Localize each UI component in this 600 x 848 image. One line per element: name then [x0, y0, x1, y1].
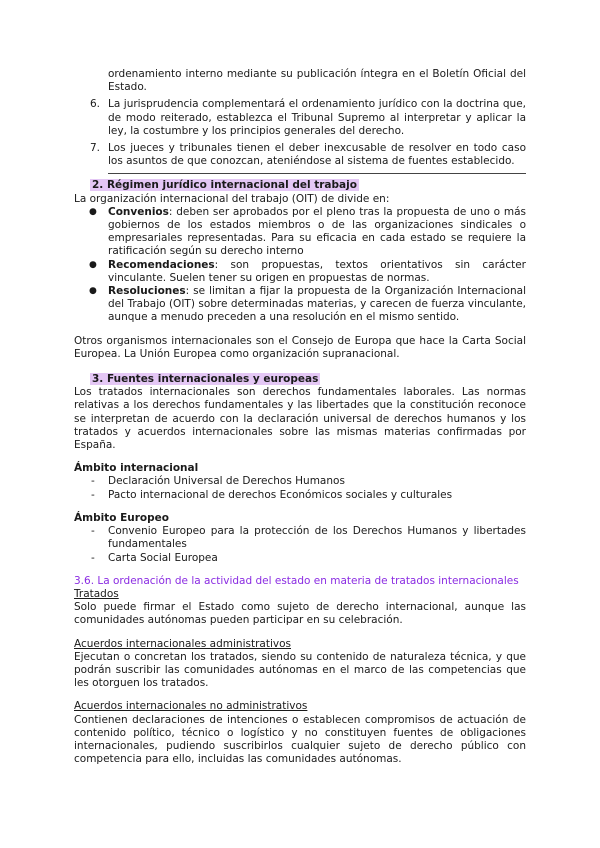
item-text: Pacto internacional de derechos Económicos sociales y culturales	[108, 488, 453, 501]
bullet-term: Recomendaciones	[108, 258, 215, 271]
oit-bullet-list	[74, 206, 526, 325]
bullet-term: Resoluciones	[108, 285, 186, 298]
block-heading: Acuerdos internacionales administrativos	[74, 637, 291, 650]
item-text: La jurisprudencia complementará el ordenamiento jurídico con la doctrina que, de modo reiterado, establezca el Tribunal Supremo al interpretar y aplicar la ley, la costumbre y los principios generales del derecho.	[108, 98, 526, 137]
bullet-icon: ●	[89, 259, 97, 270]
block-text: Contienen declaraciones de intenciones o establecen compromisos de actuación de contenido político, técnico o logístico y no constituyen fuentes de obligaciones internacionales, pudiendo suscribirlos cualquier sujeto de derecho público con competencia para ello, incluidas las comunidades autónomas.	[74, 713, 526, 766]
item-text: Convenio Europeo para la protección de los Derechos Humanos y libertades fundamentales	[108, 525, 526, 551]
item-text: Los jueces y tribunales tienen el deber inexcusable de resolver en todo caso los asuntos de que conozcan, ateniéndose al sistema de fuentes establecido.	[108, 142, 526, 168]
list-item	[74, 475, 526, 488]
intl-subheading: Ámbito internacional	[74, 462, 199, 475]
bullet-icon: ●	[89, 206, 97, 217]
list-item	[74, 206, 526, 259]
list-item	[74, 552, 526, 565]
divider	[108, 173, 526, 174]
numbered-list	[74, 98, 526, 168]
bullet-icon: ●	[89, 286, 97, 297]
section-3-text: Los tratados internacionales son derechos fundamentales laborales. Las normas relativas a los derechos fundamentales y las libertades que la constitución reconoce se interpretan de acuerdo con la declaración universal de derechos humanos y los tratados y acuerdos internacionales sobre las mismas materias confirmadas por España.	[74, 386, 526, 452]
item-text: Carta Social Europea	[108, 551, 218, 564]
bullet-text: : se limitan a fijar la propuesta de la Organización Internacional del Trabajo (OIT) sobre determinadas materias, y carecen de fuerza vinculante, aunque a menudo preceden a una resolución en el mismo sentido.	[108, 285, 526, 324]
dash-icon: -	[91, 551, 95, 564]
section-2-title: 2. Régimen jurídico internacional del trabajo	[92, 179, 357, 192]
list-item	[74, 285, 526, 325]
block-text: Ejecutan o concretan los tratados, siendo su contenido de naturaleza técnica, y que podrán suscribir las comunidades autónomas en el marco de las competencias que les otorguen los tratados.	[74, 650, 526, 690]
section-2-closing: Otros organismos internacionales son el Consejo de Europa que hace la Carta Social Europea. La Unión Europea como organización supranacional.	[74, 334, 526, 360]
dash-icon: -	[91, 525, 95, 538]
bullet-text: : son propuestas, textos orientativos sin carácter vinculante. Suelen tener su origen en propuestas de normas.	[108, 258, 526, 284]
dash-icon: -	[91, 475, 95, 488]
intro-continuation: ordenamiento interno mediante su publicación íntegra en el Boletín Oficial del Estado.	[108, 68, 526, 94]
block-heading: Acuerdos internacionales no administrativos	[74, 700, 308, 713]
list-item	[74, 489, 526, 502]
section-3-6-heading: 3.6. La ordenación de la actividad del estado en materia de tratados internacionales	[74, 574, 519, 587]
bullet-term: Convenios	[108, 205, 169, 218]
list-item	[74, 259, 526, 285]
eu-subheading: Ámbito Europeo	[74, 511, 169, 524]
section-3-heading	[74, 373, 526, 386]
list-item	[74, 142, 526, 168]
section-2-heading	[74, 179, 526, 192]
block-heading: Tratados	[74, 587, 119, 600]
list-item	[74, 98, 526, 138]
item-number: 6.	[90, 98, 101, 111]
section-3-title: 3. Fuentes internacionales y europeas	[92, 373, 319, 386]
item-number: 7.	[90, 142, 101, 155]
bullet-text: : deben ser aprobados por el pleno tras la propuesta de uno o más gobiernos de los estados miembros o de las organizaciones sindicales o empresariales representadas. Para su eficacia en cada estado se requiere la ratificación según su derecho interno	[108, 205, 526, 258]
list-item	[74, 525, 526, 551]
item-text: Declaración Universal de Derechos Humanos	[108, 475, 345, 488]
block-text: Solo puede firmar el Estado como sujeto de derecho internacional, aunque las comunidades autónomas pueden participar en su celebración.	[74, 601, 526, 627]
section-2-lead: La organización internacional del trabajo (OIT) de divide en:	[74, 192, 390, 205]
document-page	[74, 68, 526, 766]
dash-icon: -	[91, 488, 95, 501]
